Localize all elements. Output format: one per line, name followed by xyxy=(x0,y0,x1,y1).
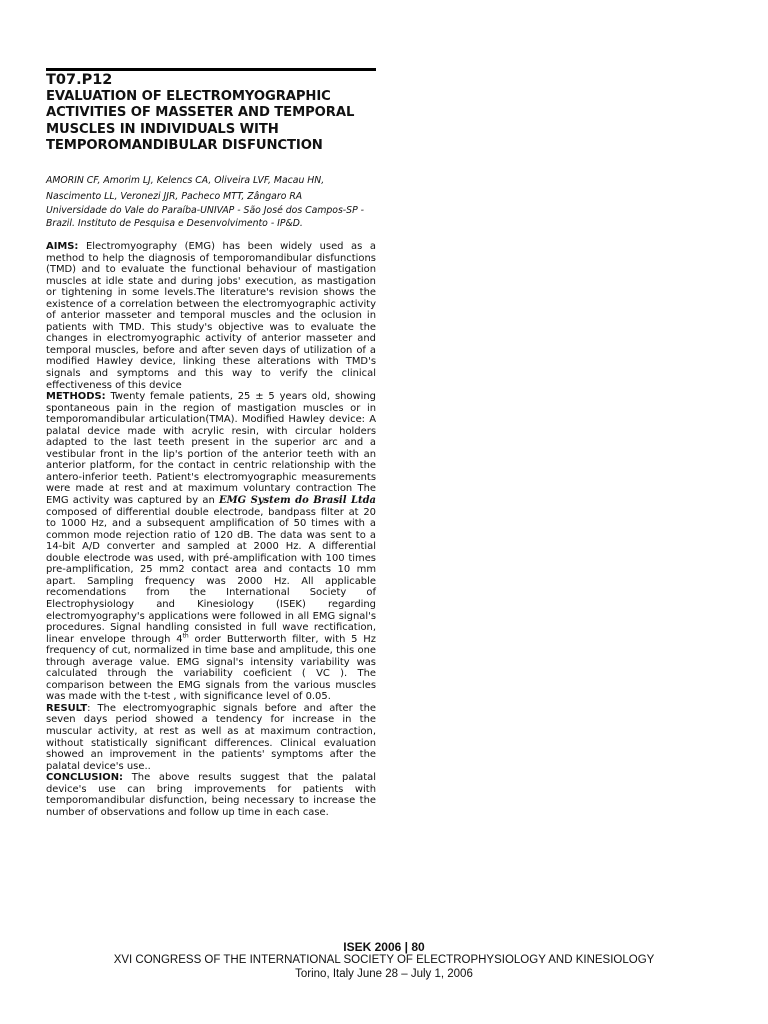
paper-title: EVALUATION OF ELECTROMYOGRAPHIC ACTIVITIES OF MASSETER AND TEMPORAL MUSCLES IN INDIVIDUALS WITH TEMPOROMANDIBULAR DISFUNCTION xyxy=(46,89,355,154)
header-rule xyxy=(46,68,376,71)
aims-label: AIMS: xyxy=(46,241,79,252)
congress-location-date: Torino, Italy June 28 – July 1, 2006 xyxy=(295,968,473,980)
author-list: AMORIN CF, Amorim LJ, Kelencs CA, Oliveira LVF, Macau HN, Nascimento LL, Veronezi JJR, Pacheco MTT, Zângaro RA xyxy=(46,175,325,202)
abstract-body xyxy=(46,241,376,818)
conclusion-text: The above results suggest that the palatal device's use can bring improvements for patients with temporomandibular disfunction, being necessary to increase the number of observations and follow up time in each case. xyxy=(46,772,376,818)
company-name: EMG System do Brasil Ltda xyxy=(219,495,376,507)
result-paragraph xyxy=(46,703,376,772)
ordinal-superscript: th xyxy=(182,632,189,640)
result-text: : The electromyographic signals before and after the seven days period showed a tendency for increase in the muscular activity, at rest as well as at maximum contraction, without statistically significant differences. Clinical evaluation showed an improvement in the patients' symptoms after the palatal device's use.. xyxy=(46,702,376,772)
conclusion-label: CONCLUSION: xyxy=(46,772,123,784)
methods-text-1: Twenty female patients, 25 xyxy=(105,391,256,403)
page-number: ISEK 2006 | 80 xyxy=(343,940,425,954)
congress-name: XVI CONGRESS OF THE INTERNATIONAL SOCIETY OF ELECTROPHYSIOLOGY AND KINESIOLOGY xyxy=(113,954,655,966)
aims-paragraph xyxy=(46,241,376,391)
methods-text-3: composed of differential double electrode, bandpass filter at 20 to 1000 Hz, and a subsequent amplification of 50 times with a common mode rejection ratio of 120 dB. The data was sent to a 14-bit A/D converter and sampled at 2000 Hz. A differential double electrode was used, with pré-amplification with 100 times pre-amplification, 25 mm2 contact area and contacts 10 mm apart. Sampling frequency was 2000 Hz. All applicable recomendations from the International Society of Electrophysiology and Kinesiology (ISEK) regarding electromyography's applications were followed in all EMG signal's procedures. Signal handling consisted in full wave rectification, linear envelope through 4 xyxy=(46,506,376,645)
methods-label: METHODS: xyxy=(46,391,106,403)
methods-text-4: order Butterworth filter, with 5 Hz frequency of cut, normalized in time base and amplitude, this one through average value. EMG signal's intensity variability was calculated through the variability coeficient ( VC ). The comparison between the EMG signals from the various muscles was made with the t-test , with significance level of 0.05. xyxy=(46,633,377,703)
conclusion-paragraph xyxy=(46,772,376,818)
methods-paragraph xyxy=(46,391,376,703)
plus-minus-symbol: ± xyxy=(255,391,264,403)
aims-text: Electromyography (EMG) has been widely used as a method to help the diagnosis of temporomandibular disfunctions (TMD) and to evaluate the functional behaviour of mastigation muscles at idle state and during jobs' execution, as mastigation or tightening in some levels.The literature's revision shows the existence of a correlation between the electromyographic activity of anterior masseter and temporal muscles and the oclusion in patients with TMD. This study's objective was to evaluate the changes in electromyographic activity of anterior masseter and temporal muscles, before and after seven days of utilization of a modified Hawley device, linking these alterations with TMD's signals and symptoms and this way to verify the clinical effectiveness of this device xyxy=(46,241,376,391)
methods-text-2: 5 years old, showing spontaneous pain in the region of mastigation muscles or in temporomandibular articulation(TMA). Modified Hawley device: A palatal device made with acrylic resin, with circular holders adapted to the last teeth present in the superior arc and a vestibular front in the lip's portion of the anterior teeth with an anterior platform, for the contact in centric relationship with the antero-inferior teeth. Patient's electromyographic measurements were made at rest and at maximum voluntary contraction The EMG activity was captured by an xyxy=(46,391,376,507)
result-label: RESULT xyxy=(46,702,88,714)
paper-code: T07.P12 xyxy=(46,72,113,88)
affiliation: Universidade do Vale do Paraíba-UNIVAP - São José dos Campos-SP - Brazil. Instituto de Pesquisa e Desenvolvimento - IP&D. xyxy=(46,205,364,229)
